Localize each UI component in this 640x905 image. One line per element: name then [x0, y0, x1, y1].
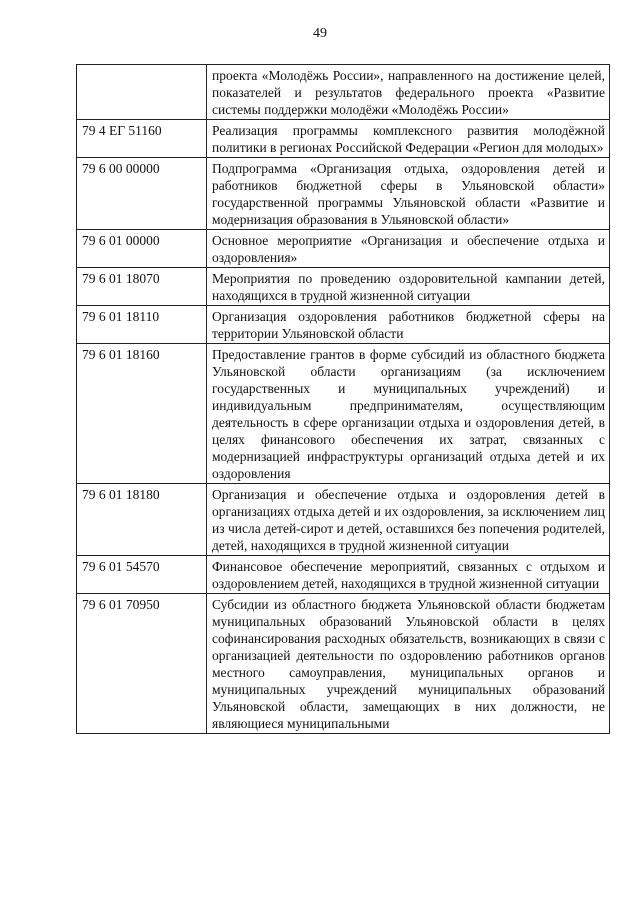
expense-description: проекта «Молодёжь России», направленного на достижение целей, показателей и результатов федерального проекта «Развитие системы поддержки молодёжи «Молодёжь России» — [207, 65, 610, 120]
expense-description: Субсидии из областного бюджета Ульяновской области бюджетам муниципальных образований Ульяновской области в целях софинансирования расходных обязательств, возникающих в связи с организацией деятельности по оздоровлению работников органов местного самоуправления, муниципальных органов и муниципальных учреждений муниципальных образований Ульяновской области, замещающих в них должности, не являющиеся муниципальными — [207, 594, 610, 734]
table-row — [77, 594, 610, 734]
classification-code: 79 6 01 18160 — [77, 344, 207, 484]
expense-description: Реализация программы комплексного развития молодёжной политики в регионах Российской Федерации «Регион для молодых» — [207, 120, 610, 158]
table-row — [77, 344, 610, 484]
expense-description: Финансовое обеспечение мероприятий, связанных с отдыхом и оздоровлением детей, находящихся в трудной жизненной ситуации — [207, 556, 610, 594]
expense-description: Основное мероприятие «Организация и обеспечение отдыха и оздоровления» — [207, 230, 610, 268]
table-row — [77, 230, 610, 268]
table-body — [77, 65, 610, 734]
table-row — [77, 65, 610, 120]
classification-code: 79 6 00 00000 — [77, 158, 207, 230]
table-row — [77, 268, 610, 306]
table-row — [77, 484, 610, 556]
table-row — [77, 120, 610, 158]
expense-description: Организация оздоровления работников бюджетной сферы на территории Ульяновской области — [207, 306, 610, 344]
classification-code: 79 6 01 18070 — [77, 268, 207, 306]
expense-description: Организация и обеспечение отдыха и оздоровления детей в организациях отдыха детей и их оздоровления, за исключением лиц из числа детей-сирот и детей, оставшихся без попечения родителей, детей, находящихся в трудной жизненной ситуации — [207, 484, 610, 556]
table-row — [77, 306, 610, 344]
classification-code: 79 6 01 00000 — [77, 230, 207, 268]
classification-code: 79 4 ЕГ 51160 — [77, 120, 207, 158]
expense-description: Предоставление грантов в форме субсидий из областного бюджета Ульяновской области организациям (за исключением государственных и муниципальных учреждений) и индивидуальным предпринимателям, осуществляющим деятельность в сфере организации отдыха и оздоровления детей, в целях финансового обеспечения их затрат, связанных с модернизацией инфраструктуры организаций отдыха детей и их оздоровления — [207, 344, 610, 484]
expense-description: Подпрограмма «Организация отдыха, оздоровления детей и работников бюджетной сферы в Ульяновской области» государственной программы Ульяновской области «Развитие и модернизация образования в Ульяновской области» — [207, 158, 610, 230]
classification-code — [77, 65, 207, 120]
table-row — [77, 556, 610, 594]
classification-code: 79 6 01 70950 — [77, 594, 207, 734]
classification-code: 79 6 01 54570 — [77, 556, 207, 594]
expense-description: Мероприятия по проведению оздоровительной кампании детей, находящихся в трудной жизненной ситуации — [207, 268, 610, 306]
table-row — [77, 158, 610, 230]
classification-code: 79 6 01 18180 — [77, 484, 207, 556]
classification-code: 79 6 01 18110 — [77, 306, 207, 344]
budget-codes-table — [76, 64, 610, 734]
page-number: 49 — [313, 26, 327, 41]
